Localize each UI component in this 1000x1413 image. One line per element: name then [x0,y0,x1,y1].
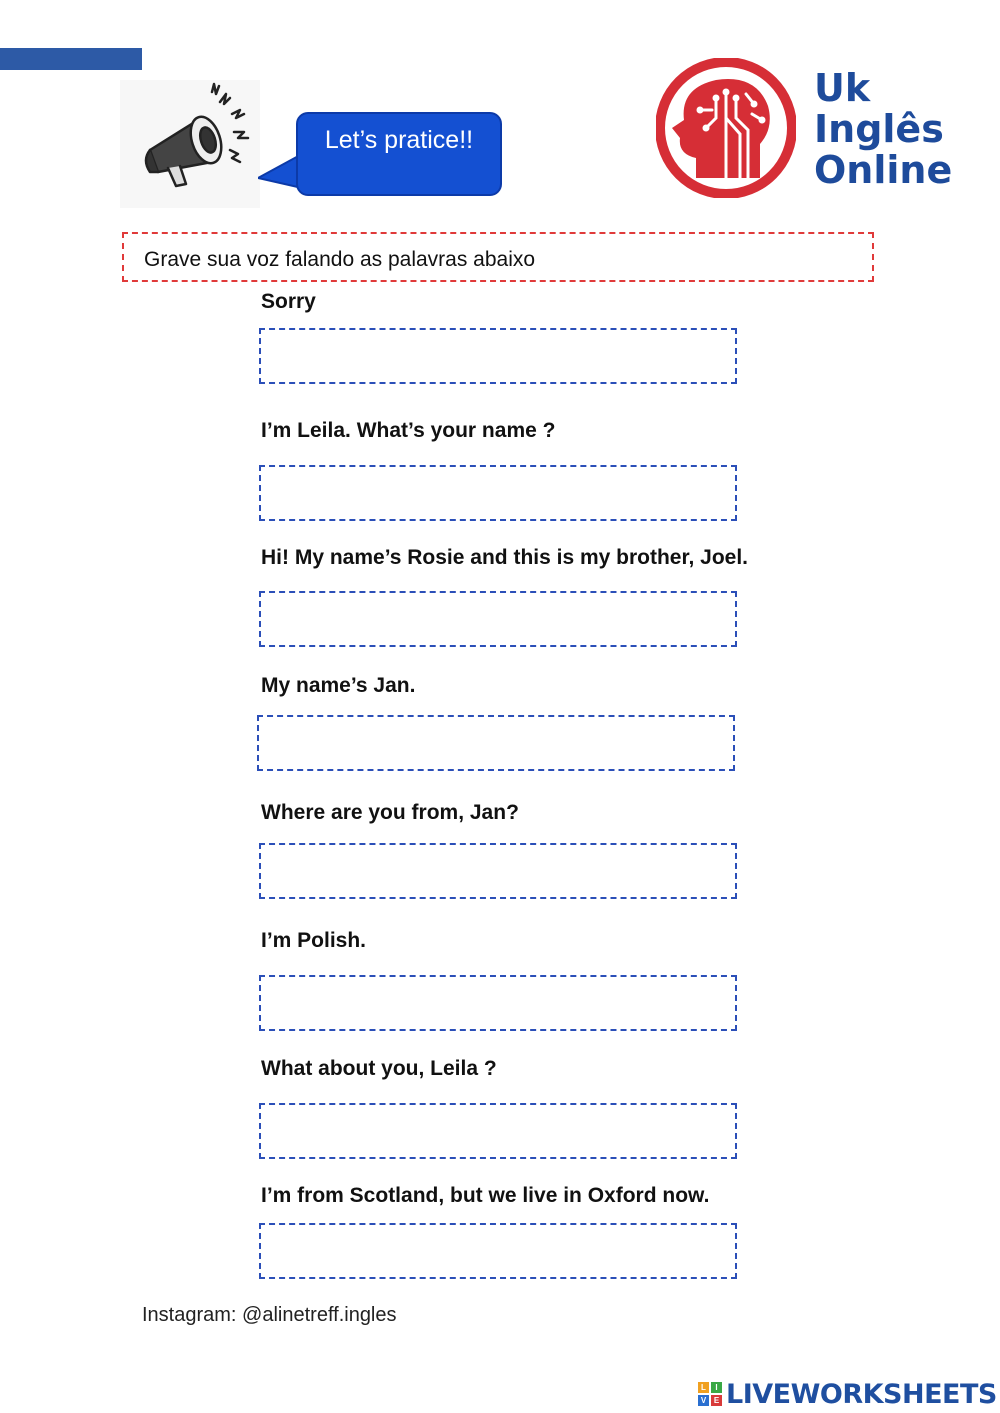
instruction-box [122,232,874,282]
logo-line-1: Uk [814,66,871,110]
liveworksheets-watermark [698,1378,997,1410]
brand-logo-text [814,68,952,191]
brand-logo [656,58,966,198]
answer-box-6[interactable] [259,975,737,1031]
prompt-5: Where are you from, Jan? [261,801,519,824]
answer-box-2[interactable] [259,465,737,521]
answer-box-3[interactable] [259,591,737,647]
answer-box-1[interactable] [259,328,737,384]
answer-box-5[interactable] [259,843,737,899]
instruction-text: Grave sua voz falando as palavras abaixo [144,248,536,271]
prompt-3: Hi! My name’s Rosie and this is my brother, Joel. [261,546,749,569]
answer-box-8[interactable] [259,1223,737,1279]
prompt-2: I’m Leila. What’s your name ? [261,419,556,442]
brain-circuit-icon [656,58,796,198]
prompt-1: Sorry [261,290,316,313]
answer-box-4[interactable] [257,715,735,771]
megaphone-icon [120,80,260,208]
logo-line-3: Online [814,148,953,192]
prompt-6: I’m Polish. [261,929,367,952]
logo-line-2: Inglês [814,107,944,151]
speech-bubble [296,112,502,196]
prompt-4: My name’s Jan. [261,674,416,697]
instagram-handle: Instagram: @alinetreff.ingles [142,1304,397,1326]
liveworksheets-text: LIVEWORKSHEETS [726,1378,997,1410]
prompt-7: What about you, Leila ? [261,1057,497,1080]
prompt-8: I’m from Scotland, but we live in Oxford now. [261,1184,710,1207]
speech-bubble-text: Let’s pratice!! [324,126,474,154]
top-accent-bar [0,48,142,70]
answer-box-7[interactable] [259,1103,737,1159]
liveworksheets-logo-icon: L I V E [698,1382,722,1406]
